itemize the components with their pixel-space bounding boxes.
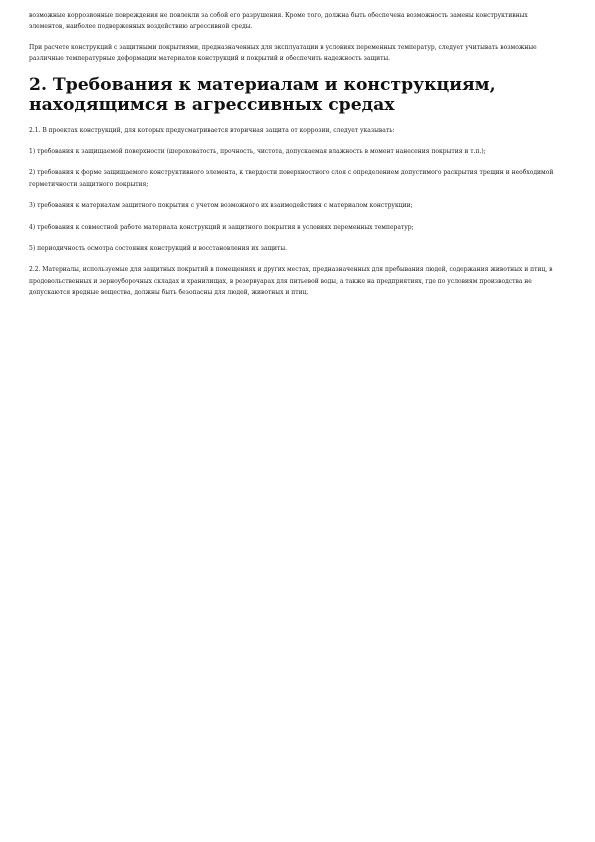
list-item-4: 4) требования к совместной работе материала конструкций и защитного покрытия в условиях переменных температур;: [29, 223, 414, 231]
section-paragraph-2-2: 2.2. Материалы, используемые для защитных покрытий в помещениях и других местах, предназначенных для пребывания людей, содержания животных и птиц, в продовольственных и зерноуборочных складах и хранилищах, в резервуарах для питьевой воды, а также на предприятиях, где по условиям производства не допускаются вредные вещества, должны быть безопасны для людей, животных и птиц.: [29, 266, 553, 297]
list-item-5: 5) периодичность осмотра состояния конструкций и восстановления их защиты.: [29, 245, 288, 253]
section-paragraph-2-1: 2.1. В проектах конструкций, для которых предусматривается вторичная защита от коррозии, следует указывать:: [29, 126, 395, 134]
intro-paragraph-1: возможные коррозионные повреждения не повлекли за собой его разрушения. Кроме того, должна быть обеспечена возможность замены конструктивных элементов, наиболее подверженных воздействию агрессивной среды.: [29, 12, 528, 31]
intro-paragraph-2: При расчете конструкций с защитными покрытиями, предназначенных для эксплуатации в условиях переменных температур, следует учитывать возможные различные температурные деформации материалов конструкций и покрытий и обеспечить надежность защиты.: [29, 43, 537, 63]
list-item-3: 3) требования к материалам защитного покрытия с учетом возможного их взаимодействия с материалом конструкции;: [29, 202, 413, 210]
list-item-2: 2) требования к форме защищаемого конструктивного элемента, к твердости поверхностного слоя с определением допустимого раскрытия трещин и необходимой герметичности защитного покрытия;: [29, 169, 554, 188]
document-page: [29, 10, 563, 309]
section-heading: 2. Требования к материалам и конструкциям, находящимся в агрессивных средах: [29, 74, 496, 115]
list-item-1: 1) требования к защищаемой поверхности (шероховатость, прочность, чистота, допускаемая влажность в момент нанесения покрытия и т.п.);: [29, 148, 486, 156]
